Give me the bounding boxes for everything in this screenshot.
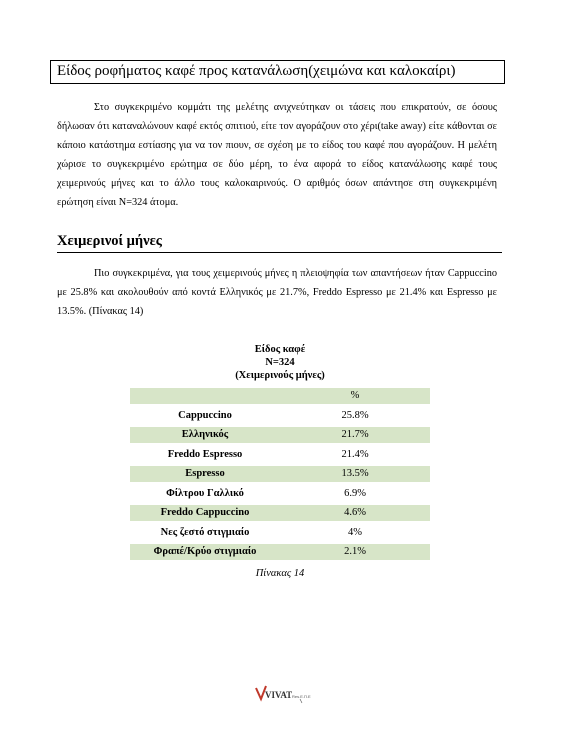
table-cell-value: 2.1% (280, 544, 430, 560)
section-paragraph-text: Πιο συγκεκριμένα, για τους χειμερινούς μήνες η πλειοψηφία των απαντήσεων ήταν Cappuccino με 25.8% και ακολουθούν από κοντά Ελληνικός με 21.7%, Freddo Espresso με 21.4% και Espresso με 13.5%. (Πίνακας 14) (57, 268, 497, 317)
table-cell-name: Φραπέ/Κρύο στιγμιαίο (130, 544, 280, 560)
table-row (130, 544, 430, 560)
table-row (130, 408, 430, 424)
intro-paragraph (57, 98, 497, 212)
section-heading: Χειμερινοί μήνες (57, 232, 502, 253)
table-cell-value: 4.6% (280, 505, 430, 521)
logo-accent (300, 699, 302, 703)
table-row (130, 525, 430, 541)
table-cell-name: Freddo Cappuccino (130, 505, 280, 521)
table-header-name (130, 388, 280, 404)
logo-text: VIVAT (265, 690, 293, 700)
table-row (130, 427, 430, 443)
table-cell-value: 13.5% (280, 466, 430, 482)
table-row (130, 466, 430, 482)
intro-paragraph-text: Στο συγκεκριμένο κομμάτι της μελέτης ανιχνεύτηκαν οι τάσεις που επικρατούν, σε όσους δήλωσαν ότι καταναλώνουν καφέ εκτός σπιτιού, είτε τον αγοράζουν στο χέρι(take away) είτε κάθονται σε κάποιο κατάστημα εστίασης για να τον πιουν, σε σχέση με το είδος του καφέ που αγοράζουν. Η μελέτη χώρισε το συγκεκριμένο ερώτημα σε δύο μέρη, το ένα αφορά το είδος κατανάλωσης καφέ τους χειμερινούς μήνες και το άλλο τους καλοκαιρινούς. Ο αριθμός όσων απάντησε στη συγκεκριμένη ερώτηση είναι N=324 άτομα. (57, 102, 497, 208)
table-cell-value: 25.8% (341, 409, 369, 421)
table-cell-value: 6.9% (344, 487, 366, 499)
document-title: Είδος ροφήματος καφέ προς κατανάλωση(χειμώνα και καλοκαίρι) (50, 60, 505, 84)
table-row (130, 505, 430, 521)
table-cell-name: Ελληνικός (130, 427, 280, 443)
table-cell-value: 4% (348, 526, 362, 538)
table-cell-name: Freddo Espresso (167, 448, 243, 460)
table-caption-title: Είδος καφέ (254, 344, 306, 355)
table-cell-name: Νες ζεστό στιγμιαίο (160, 526, 250, 538)
table-cell-name: Espresso (130, 466, 280, 482)
table-header-percent: % (280, 388, 430, 404)
table-caption-n: N=324 (265, 357, 295, 368)
coffee-type-table (130, 384, 430, 564)
table-cell-name: Φίλτρου Γαλλικό (166, 487, 244, 499)
table-cell-value: 21.4% (341, 448, 369, 460)
table-caption-period: (Χειμερινούς μήνες) (235, 370, 325, 381)
table-caption (130, 343, 430, 382)
logo-small-text: Res.Ε.Π.Ε (292, 694, 311, 699)
table-row (130, 486, 430, 502)
table-header-row (130, 388, 430, 404)
table-cell-value: 21.7% (280, 427, 430, 443)
table-label: Πίνακας 14 (255, 568, 305, 579)
vivat-logo (252, 684, 312, 704)
table-row (130, 447, 430, 463)
section-paragraph (57, 264, 497, 321)
table-cell-name: Cappuccino (178, 409, 232, 421)
